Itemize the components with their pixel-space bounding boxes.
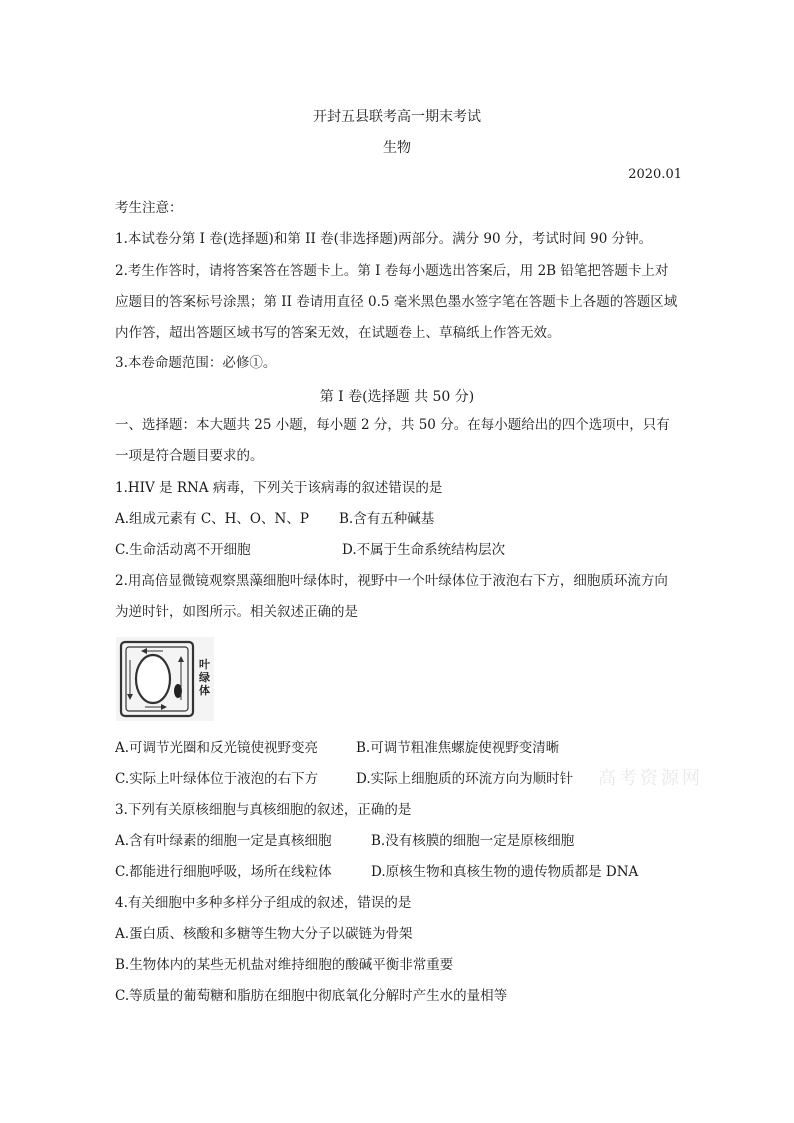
question-stem: 1.HIV 是 RNA 病毒，下列关于该病毒的叙述错误的是 <box>115 480 443 496</box>
notice-heading: 考生注意： <box>115 200 183 216</box>
question-stem: 3.下列有关原核细胞与真核细胞的叙述，正确的是 <box>115 802 412 818</box>
option-d: D.不属于生命系统结构层次 <box>342 542 506 558</box>
option-c: C.等质量的葡萄糖和脂肪在细胞中彻底氧化分解时产生水的量相等 <box>115 988 508 1004</box>
notice-item: 内作答，超出答题区域书写的答案无效，在试题卷上、草稿纸上作答无效。 <box>115 325 561 341</box>
watermark: 高考资源网 <box>598 768 703 789</box>
option-a: A.含有叶绿素的细胞一定是真核细胞 <box>115 833 332 849</box>
section-instruction: 一、选择题：本大题共 25 小题，每小题 2 分，共 50 分。在每小题给出的四个选项中，只有 <box>115 417 670 433</box>
option-b: B.含有五种碱基 <box>339 511 435 527</box>
exam-title: 开封五县联考高一期末考试 <box>313 109 481 125</box>
option-a: A.组成元素有 C、H、O、N、P <box>115 511 309 527</box>
option-c: C.生命活动离不开细胞 <box>115 542 251 558</box>
section-instruction: 一项是符合题目要求的。 <box>115 448 264 464</box>
option-c: C.都能进行细胞呼吸，场所在线粒体 <box>115 864 332 880</box>
section-title: 第 I 卷(选择题 共 50 分) <box>319 389 475 405</box>
option-d: D.实际上细胞质的环流方向为顺时针 <box>356 771 574 787</box>
question-stem: 4.有关细胞中多种多样分子组成的叙述，错误的是 <box>115 895 412 911</box>
option-b: B.生物体内的某些无机盐对维持细胞的酸碱平衡非常重要 <box>115 957 454 973</box>
option-d: D.原核生物和真核生物的遗传物质都是 DNA <box>371 864 639 880</box>
chloroplast-label: 叶绿体 <box>199 658 210 697</box>
question-stem: 2.用高倍显微镜观察黑藻细胞叶绿体时，视野中一个叶绿体位于液泡右下方，细胞质环流方向 <box>115 573 668 589</box>
option-a: A.可调节光圈和反光镜使视野变亮 <box>115 740 319 756</box>
notice-item: 1.本试卷分第 I 卷(选择题)和第 II 卷(非选择题)两部分。满分 90 分，考试时间 90 分钟。 <box>115 231 653 247</box>
exam-date: 2020.01 <box>628 167 682 182</box>
question-stem: 为逆时针，如图所示。相关叙述正确的是 <box>115 604 358 620</box>
option-c: C.实际上叶绿体位于液泡的右下方 <box>115 771 319 787</box>
cell-diagram <box>115 636 215 722</box>
notice-item: 3.本卷命题范围：必修①。 <box>115 355 277 371</box>
option-a: A.蛋白质、核酸和多糖等生物大分子以碳链为骨架 <box>115 926 413 942</box>
notice-item: 应题目的答案标号涂黑；第 II 卷请用直径 0.5 毫米黑色墨水签字笔在答题卡上各题的答题区域 <box>115 294 678 310</box>
notice-item: 2.考生作答时，请将答案答在答题卡上。第 I 卷每小题选出答案后，用 2B 铅笔把答题卡上对 <box>115 263 669 279</box>
exam-subject: 生物 <box>383 140 411 156</box>
option-b: B.没有核膜的细胞一定是原核细胞 <box>371 833 575 849</box>
option-b: B.可调节粗准焦螺旋使视野变清晰 <box>356 740 560 756</box>
